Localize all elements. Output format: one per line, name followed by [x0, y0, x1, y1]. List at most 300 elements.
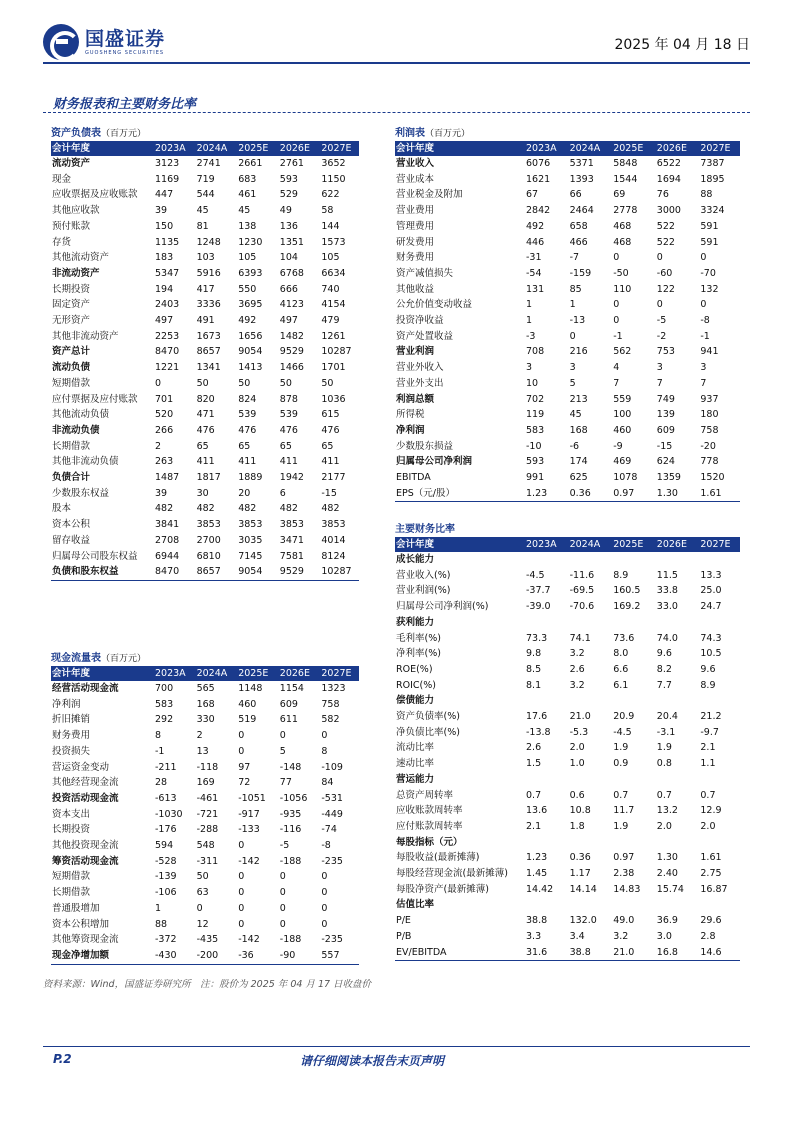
- cell-value: 758: [700, 424, 719, 436]
- cell-value: 39: [155, 205, 168, 217]
- cell-value: 701: [155, 393, 174, 405]
- cell-value: 2842: [526, 205, 551, 217]
- cell-value: 72: [238, 777, 251, 789]
- cell-value: 471: [196, 409, 215, 421]
- table-row: [51, 760, 359, 776]
- table-row: [51, 360, 359, 376]
- row-label: 公允价值变动收益: [396, 299, 473, 311]
- row-label: 固定资产: [52, 299, 91, 311]
- cell-value: [566, 772, 610, 788]
- table-row: [51, 932, 359, 948]
- section-divider: [43, 112, 750, 113]
- cell-value: 9054: [238, 346, 263, 358]
- cell-value: 1248: [196, 236, 221, 248]
- cell-value: 482: [155, 503, 174, 515]
- cell-value: 8: [155, 730, 162, 742]
- cell-value: -74: [321, 824, 337, 836]
- row-label: ROE(%): [396, 663, 433, 675]
- cell-value: [522, 772, 566, 788]
- table-row: [395, 850, 740, 866]
- cell-value: -721: [196, 808, 219, 820]
- table-row: [395, 693, 740, 709]
- cell-value: 461: [238, 189, 257, 201]
- cell-value: 700: [155, 683, 174, 694]
- table-row: [51, 235, 359, 251]
- balance-sheet-table: [51, 127, 359, 581]
- cell-value: 5347: [155, 267, 180, 279]
- cell-value: 20: [238, 487, 251, 499]
- cell-value: 548: [196, 840, 215, 852]
- header-label: 会计年度: [395, 537, 522, 552]
- cell-value: 6: [279, 487, 286, 499]
- cell-value: 4: [613, 362, 620, 374]
- table-row: [395, 583, 740, 599]
- cell-value: 466: [569, 236, 588, 248]
- cell-value: 183: [155, 252, 174, 264]
- cell-value: 492: [238, 315, 257, 327]
- cell-value: 482: [196, 503, 215, 515]
- cell-value: 4154: [321, 299, 346, 311]
- table-title: 资产负债表（百万元）: [51, 128, 147, 139]
- cell-value: -4.5: [526, 569, 545, 581]
- cell-value: 105: [321, 252, 340, 264]
- row-label: 现金: [52, 173, 72, 185]
- cell-value: 1.23: [526, 852, 548, 864]
- cell-value: [653, 897, 697, 913]
- table-row: [51, 838, 359, 854]
- cell-value: 103: [196, 252, 215, 264]
- cell-value: -37.7: [526, 585, 551, 597]
- row-label: 每股收益(最新摊薄): [396, 852, 480, 864]
- cell-value: 263: [155, 456, 174, 468]
- table-row: [395, 615, 740, 631]
- cell-value: 73.6: [613, 632, 635, 644]
- cell-value: 16.8: [653, 945, 697, 961]
- cell-value: 65: [321, 440, 334, 452]
- header-year: 2026E: [276, 141, 318, 156]
- cell-value: 0: [238, 902, 245, 914]
- row-label: 应付票据及应付账款: [52, 393, 138, 405]
- cell-value: 539: [238, 409, 257, 421]
- cell-value: 105: [238, 252, 257, 264]
- cell-value: [566, 835, 610, 851]
- cell-value: 0: [238, 840, 245, 852]
- cell-value: -235: [321, 855, 343, 867]
- table-row: [51, 439, 359, 455]
- cell-value: 100: [613, 409, 632, 421]
- row-label: 资产处置收益: [396, 330, 454, 342]
- table-row: [51, 376, 359, 392]
- row-label: 流动资产: [52, 158, 91, 169]
- cell-value: 2.75: [700, 868, 722, 880]
- cell-value: [696, 897, 740, 913]
- cell-value: 84: [321, 777, 334, 789]
- row-label: EPS（元/股）: [395, 486, 522, 502]
- cell-value: 0.7: [613, 789, 629, 801]
- cell-value: 1.23: [522, 486, 566, 502]
- row-label: 研发费用: [396, 236, 435, 248]
- cell-value: -5: [279, 840, 290, 852]
- cell-value: 50: [196, 377, 209, 389]
- cell-value: 2.1: [700, 742, 716, 754]
- row-label: 折旧摊销: [52, 714, 91, 726]
- cell-value: -116: [279, 824, 302, 836]
- row-label: 应收票据及应收账款: [52, 189, 138, 201]
- row-label: 总资产周转率: [396, 789, 454, 801]
- cell-value: 12.9: [700, 805, 722, 817]
- table-row: [51, 712, 359, 728]
- cell-value: 8.5: [526, 663, 542, 675]
- table-title: 主要财务比率: [395, 524, 455, 535]
- cell-value: 3: [526, 362, 533, 374]
- row-label: 利润总额: [396, 393, 435, 405]
- cell-value: 50: [196, 871, 209, 883]
- table-row: [51, 282, 359, 298]
- cell-value: -11.6: [569, 569, 595, 581]
- cell-value: 0: [279, 902, 286, 914]
- cell-value: 21.0: [609, 945, 653, 961]
- table-row: [51, 901, 359, 917]
- cell-value: -159: [569, 267, 592, 279]
- table-row: [395, 266, 740, 282]
- cell-value: 1169: [155, 173, 180, 185]
- cell-value: -1030: [155, 808, 183, 820]
- table-row: [395, 803, 740, 819]
- cell-value: 50: [279, 377, 292, 389]
- header-year: 2027E: [696, 537, 740, 552]
- cell-value: 0: [656, 299, 663, 311]
- row-label: 无形资产: [52, 315, 91, 327]
- cell-value: 10: [526, 377, 539, 389]
- cell-value: -54: [526, 267, 542, 279]
- cell-value: 9054: [234, 564, 276, 580]
- cell-value: 38.8: [526, 915, 548, 927]
- table-row: [395, 329, 740, 345]
- cell-value: 559: [613, 393, 632, 405]
- row-label: 筹资活动现金流: [52, 855, 119, 867]
- cell-value: 1230: [238, 236, 263, 248]
- cell-value: -70: [700, 267, 716, 279]
- table-row: [51, 172, 359, 188]
- header-year: 2026E: [276, 666, 318, 681]
- cell-value: 1895: [700, 173, 725, 185]
- cell-value: 139: [656, 409, 675, 421]
- cell-value: 3853: [238, 519, 263, 531]
- row-label: 现金净增加额: [51, 948, 151, 964]
- cell-value: 8.9: [613, 569, 629, 581]
- cell-value: 2778: [613, 205, 638, 217]
- header-year: 2026E: [653, 537, 697, 552]
- row-label: 营业利润(%): [396, 585, 451, 597]
- cell-value: -1: [613, 330, 623, 342]
- cell-value: 0: [238, 730, 245, 742]
- cell-value: 591: [700, 236, 719, 248]
- cell-value: 719: [196, 173, 215, 185]
- cell-value: 2.1: [526, 820, 542, 832]
- header-year: 2027E: [317, 141, 359, 156]
- cell-value: 609: [279, 698, 298, 710]
- cell-value: 468: [613, 220, 632, 232]
- cell-value: 447: [155, 189, 174, 201]
- table-row: [395, 882, 740, 898]
- cell-value: [609, 615, 653, 631]
- cell-value: 88: [700, 189, 713, 201]
- cell-value: 12: [196, 918, 209, 930]
- cell-value: 683: [238, 173, 257, 185]
- cell-value: -50: [613, 267, 629, 279]
- cell-value: 2700: [196, 534, 221, 546]
- row-label: 成长能力: [396, 554, 435, 565]
- header-divider: [43, 62, 750, 64]
- cell-value: -311: [196, 855, 219, 867]
- cell-value: 1.9: [613, 820, 629, 832]
- cell-value: 73.3: [526, 632, 548, 644]
- table-row: [395, 250, 740, 266]
- table-row: [51, 728, 359, 744]
- row-label: ROIC(%): [396, 679, 436, 691]
- cell-value: -3.1: [656, 726, 676, 738]
- cell-value: 2741: [196, 158, 221, 169]
- header-year: 2026E: [653, 141, 697, 156]
- cell-value: 24.7: [700, 601, 722, 613]
- table-row: [51, 219, 359, 235]
- cell-value: 2761: [279, 158, 304, 169]
- cell-value: 10.5: [700, 648, 722, 660]
- cell-value: 583: [526, 424, 545, 436]
- table-row: [51, 822, 359, 838]
- table-row: [395, 646, 740, 662]
- cell-value: 0.8: [656, 758, 672, 770]
- cell-value: -90: [276, 948, 318, 964]
- cell-value: 8657: [196, 346, 221, 358]
- table-row: [395, 470, 740, 486]
- cell-value: -430: [151, 948, 193, 964]
- cell-value: 1078: [613, 472, 638, 484]
- cell-value: [653, 615, 697, 631]
- cell-value: 81: [196, 220, 209, 232]
- cell-value: 0: [321, 918, 328, 930]
- table-row: [395, 156, 740, 172]
- cell-value: 292: [155, 714, 174, 726]
- cell-value: 38.8: [566, 945, 610, 961]
- cell-value: 0: [279, 730, 286, 742]
- cell-value: 411: [238, 456, 257, 468]
- cell-value: 3.2: [569, 648, 585, 660]
- cell-value: -69.5: [569, 585, 595, 597]
- table-row: [395, 913, 740, 929]
- cell-value: 1466: [279, 362, 304, 374]
- cell-value: 8657: [193, 564, 235, 580]
- cell-value: 1351: [279, 236, 304, 248]
- cell-value: 65: [279, 440, 292, 452]
- cell-value: 1889: [238, 472, 263, 484]
- header-year: 2024A: [193, 141, 235, 156]
- cell-value: 132.0: [569, 915, 597, 927]
- cell-value: 39: [155, 487, 168, 499]
- table-row: [395, 897, 740, 913]
- cell-value: 1.5: [526, 758, 542, 770]
- cell-value: 11.5: [656, 569, 678, 581]
- header-year: 2025E: [609, 141, 653, 156]
- cell-value: -449: [321, 808, 343, 820]
- header-year: 2025E: [234, 666, 276, 681]
- cell-value: 6076: [526, 158, 551, 169]
- cell-value: 0: [321, 730, 328, 742]
- row-label: 投资活动现金流: [52, 792, 119, 804]
- cell-value: 749: [656, 393, 675, 405]
- cell-value: 550: [238, 283, 257, 295]
- cell-value: 13.3: [700, 569, 722, 581]
- row-label: 每股净资产(最新摊薄): [396, 883, 489, 895]
- row-label: 偿债能力: [396, 695, 435, 707]
- row-label: 其他流动资产: [52, 252, 110, 264]
- table-header-row: [395, 537, 740, 552]
- cell-value: [609, 772, 653, 788]
- row-label: 应付账款周转率: [396, 820, 463, 832]
- cell-value: 1: [569, 299, 576, 311]
- cell-value: 469: [613, 456, 632, 468]
- table-row: [51, 250, 359, 266]
- cell-value: 10.8: [569, 805, 591, 817]
- row-label: 短期借款: [52, 377, 91, 389]
- cell-value: -8: [700, 315, 710, 327]
- cell-value: [653, 552, 697, 568]
- cell-value: 1.1: [700, 758, 716, 770]
- row-label: 资产负债率(%): [396, 711, 460, 723]
- cell-value: [696, 552, 740, 568]
- cell-value: 482: [279, 503, 298, 515]
- cell-value: 2661: [238, 158, 263, 169]
- header-year: 2024A: [566, 537, 610, 552]
- cell-value: 611: [279, 714, 298, 726]
- cell-value: 3841: [155, 519, 180, 531]
- cell-value: 1: [155, 902, 162, 914]
- cell-value: 1.9: [656, 742, 672, 754]
- cell-value: 76: [656, 189, 669, 201]
- cell-value: 1573: [321, 236, 346, 248]
- cell-value: 1621: [526, 173, 551, 185]
- row-label: 每股经营现金流(最新摊薄): [396, 868, 508, 880]
- cell-value: 14.6: [696, 945, 740, 961]
- row-label: 长期借款: [52, 887, 91, 899]
- cell-value: -139: [155, 871, 177, 883]
- cell-value: 216: [569, 346, 588, 358]
- cell-value: 194: [155, 283, 174, 295]
- logo-english: GUOSHENG SECURITIES: [85, 50, 165, 56]
- row-label: 营业外收入: [396, 362, 444, 374]
- cell-value: 45: [238, 205, 251, 217]
- row-label: P/B: [396, 930, 412, 942]
- table-row: [51, 854, 359, 870]
- table-row: [51, 501, 359, 517]
- cell-value: 16.87: [700, 883, 728, 895]
- table-row: [395, 740, 740, 756]
- cell-value: 7581: [279, 550, 304, 562]
- cell-value: 131: [526, 283, 545, 295]
- cell-value: 7387: [700, 158, 725, 169]
- cell-value: 25.0: [700, 585, 722, 597]
- row-label: 管理费用: [396, 220, 435, 232]
- row-label: 营业费用: [396, 205, 435, 217]
- table-row: [51, 392, 359, 408]
- cell-value: 2464: [569, 205, 594, 217]
- table-row: [51, 948, 359, 964]
- cell-value: -9.7: [700, 726, 719, 738]
- row-label: 普通股增加: [52, 902, 100, 914]
- cell-value: 169.2: [613, 601, 641, 613]
- cell-value: 3: [700, 362, 707, 374]
- cell-value: -15: [656, 440, 673, 452]
- cell-value: 2177: [321, 472, 346, 484]
- row-label: 经营活动现金流: [52, 683, 119, 694]
- cell-value: 2: [155, 440, 162, 452]
- cell-value: 529: [279, 189, 298, 201]
- cell-value: 2.8: [700, 930, 716, 942]
- cell-value: -15: [321, 487, 337, 499]
- cell-value: 991: [526, 472, 545, 484]
- table-row: [51, 517, 359, 533]
- cell-value: 0: [155, 377, 162, 389]
- row-label: 每股指标（元）: [396, 836, 463, 848]
- row-label: 其他非流动资产: [52, 330, 119, 342]
- cell-value: [653, 835, 697, 851]
- cell-value: -60: [656, 267, 673, 279]
- cell-value: 2.6: [526, 742, 542, 754]
- row-label: 营业外支出: [396, 377, 444, 389]
- cell-value: 0: [613, 315, 620, 327]
- cell-value: 3324: [700, 205, 725, 217]
- header-year: 2023A: [151, 141, 193, 156]
- cell-value: -613: [155, 792, 177, 804]
- cell-value: 497: [279, 315, 298, 327]
- header-label: 会计年度: [51, 666, 151, 681]
- cell-value: 85: [569, 283, 582, 295]
- table-row: [395, 376, 740, 392]
- cell-value: 562: [613, 346, 632, 358]
- cell-value: -4.5: [613, 726, 632, 738]
- cell-value: 411: [279, 456, 298, 468]
- cell-value: 3.2: [613, 930, 629, 942]
- cell-value: -372: [155, 934, 177, 946]
- table-row: [395, 187, 740, 203]
- cell-value: 941: [700, 346, 719, 358]
- row-label: 留存收益: [52, 534, 91, 546]
- cell-value: 49.0: [613, 915, 635, 927]
- cell-value: 1393: [569, 173, 594, 185]
- cell-value: -1: [155, 745, 165, 757]
- logo-name: 国盛证券: [85, 28, 166, 50]
- cell-value: 20.4: [656, 711, 678, 723]
- table-row: [51, 344, 359, 360]
- cell-value: 0: [700, 252, 707, 264]
- row-label: 其他经营现金流: [52, 777, 119, 789]
- cell-value: -118: [196, 761, 219, 773]
- cell-value: 593: [526, 456, 545, 468]
- cell-value: 6522: [656, 158, 681, 169]
- header-year: 2024A: [566, 141, 610, 156]
- row-label: 资本公积增加: [52, 918, 110, 930]
- cell-value: 615: [321, 409, 340, 421]
- cell-value: 180: [700, 409, 719, 421]
- table-row: [51, 697, 359, 713]
- row-label: 毛利率(%): [396, 632, 441, 644]
- cell-value: 9529: [276, 564, 318, 580]
- cell-value: 0.9: [613, 758, 629, 770]
- cell-value: 10287: [317, 564, 359, 580]
- cell-value: 3000: [656, 205, 681, 217]
- cell-value: 609: [656, 424, 675, 436]
- page-header: [43, 22, 750, 60]
